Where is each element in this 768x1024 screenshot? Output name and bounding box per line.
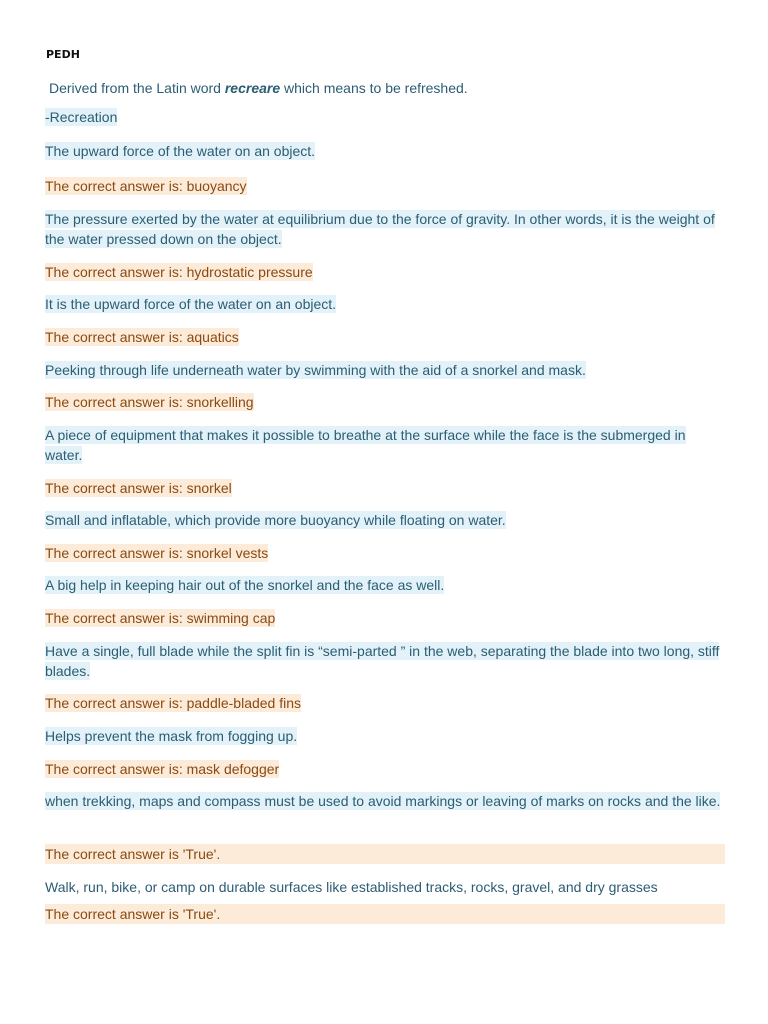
question-1: The upward force of the water on an object. bbox=[45, 143, 316, 159]
question-8: Have a single, full blade while the split fin is “semi-parted ” in the web, separating the blade into two long, stiff blades. bbox=[45, 643, 720, 679]
question-11: Walk, run, bike, or camp on durable surfaces like established tracks, rocks, gravel, and dry grasses bbox=[45, 879, 658, 895]
answer-10: The correct answer is 'True'. bbox=[45, 844, 725, 864]
answer-7: The correct answer is: swimming cap bbox=[45, 610, 276, 626]
question-10: when trekking, maps and compass must be used to avoid markings or leaving of marks on rocks and the like. bbox=[45, 793, 721, 809]
question-3: It is the upward force of the water on an object. bbox=[45, 296, 337, 312]
question-2: The pressure exerted by the water at equilibrium due to the force of gravity. In other words, it is the weight of the water pressed down on the object. bbox=[45, 211, 715, 247]
answer-2: The correct answer is: hydrostatic pressure bbox=[45, 264, 313, 280]
answer-8: The correct answer is: paddle-bladed fins bbox=[45, 695, 302, 711]
answer-1: The correct answer is: buoyancy bbox=[45, 178, 247, 194]
intro-keyword: recreare bbox=[224, 80, 281, 96]
intro-question bbox=[49, 80, 468, 96]
intro-text-before: Derived from the Latin word bbox=[49, 80, 225, 96]
answer-3: The correct answer is: aquatics bbox=[45, 329, 239, 345]
question-9: Helps prevent the mask from fogging up. bbox=[45, 728, 298, 744]
question-4: Peeking through life underneath water by swimming with the aid of a snorkel and mask. bbox=[45, 362, 586, 378]
question-5: A piece of equipment that makes it possible to breathe at the surface while the face is the submerged in water. bbox=[45, 427, 686, 463]
question-6: Small and inflatable, which provide more buoyancy while floating on water. bbox=[45, 512, 506, 528]
answer-4: The correct answer is: snorkelling bbox=[45, 394, 254, 410]
answer-9: The correct answer is: mask defogger bbox=[45, 761, 280, 777]
answer-11: The correct answer is 'True'. bbox=[45, 904, 725, 924]
answer-6: The correct answer is: snorkel vests bbox=[45, 545, 269, 561]
question-7: A big help in keeping hair out of the snorkel and the face as well. bbox=[45, 577, 445, 593]
answer-5: The correct answer is: snorkel bbox=[45, 480, 232, 496]
document-title: PEDH bbox=[46, 48, 80, 61]
intro-text-after: which means to be refreshed. bbox=[280, 80, 468, 96]
answer-recreation: -Recreation bbox=[45, 109, 118, 125]
